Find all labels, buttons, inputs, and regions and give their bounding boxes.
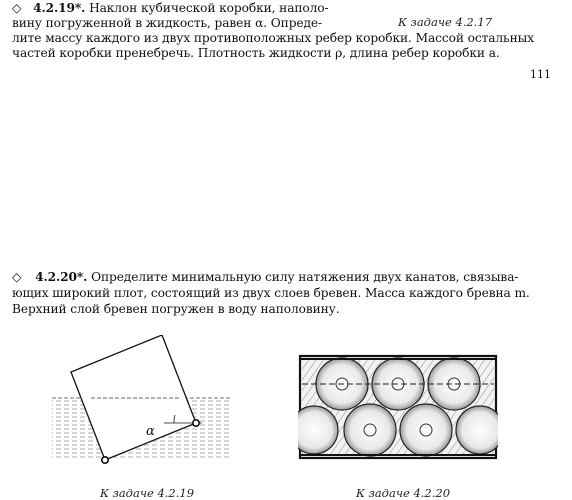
log (344, 404, 396, 456)
problem-4-2-19-line-3: лите массу каждого из двух противоположных ребер коробки. Массой остальных (12, 31, 534, 45)
problem-4-2-19-line-4: частей коробки пренебречь. Плотность жидкости ρ, длина ребер коробки a. (12, 46, 500, 60)
figure-caption-4-2-19: К задаче 4.2.19 (100, 486, 195, 500)
heavy-edge-marker (102, 457, 108, 463)
problem-4-2-20-line-2: ющих широкий плот, состоящий из двух слоев бревен. Масса каждого бревна m. (12, 286, 530, 300)
log (456, 406, 498, 454)
diamond-icon: ◇ (12, 1, 22, 15)
tilted-box-figure (40, 335, 240, 465)
problem-4-2-19-line-1 (12, 1, 329, 16)
log (428, 358, 480, 410)
problem-4-2-19-line-2: вину погруженной в жидкость, равен α. Опреде- (12, 16, 323, 30)
problem-number: 4.2.19*. (33, 1, 86, 15)
problem-number: 4.2.20*. (35, 270, 88, 284)
page-number: 111 (530, 68, 551, 81)
problem-text: Определите минимальную силу натяжения двух канатов, связыва- (91, 270, 519, 284)
figure-caption-4-2-20: К задаче 4.2.20 (356, 486, 451, 500)
diamond-icon: ◇ (12, 270, 22, 284)
log-raft-figure (298, 354, 498, 460)
heavy-edge-marker (193, 420, 199, 426)
problem-4-2-20-line-1 (12, 270, 518, 285)
problem-4-2-20-line-3: Верхний слой бревен погружен в воду наполовину. (12, 302, 340, 316)
problem-text: Наклон кубической коробки, наполо- (89, 1, 329, 15)
figure-caption-4-2-17: К задаче 4.2.17 (398, 15, 493, 29)
angle-label: α (146, 424, 155, 439)
log (400, 404, 452, 456)
